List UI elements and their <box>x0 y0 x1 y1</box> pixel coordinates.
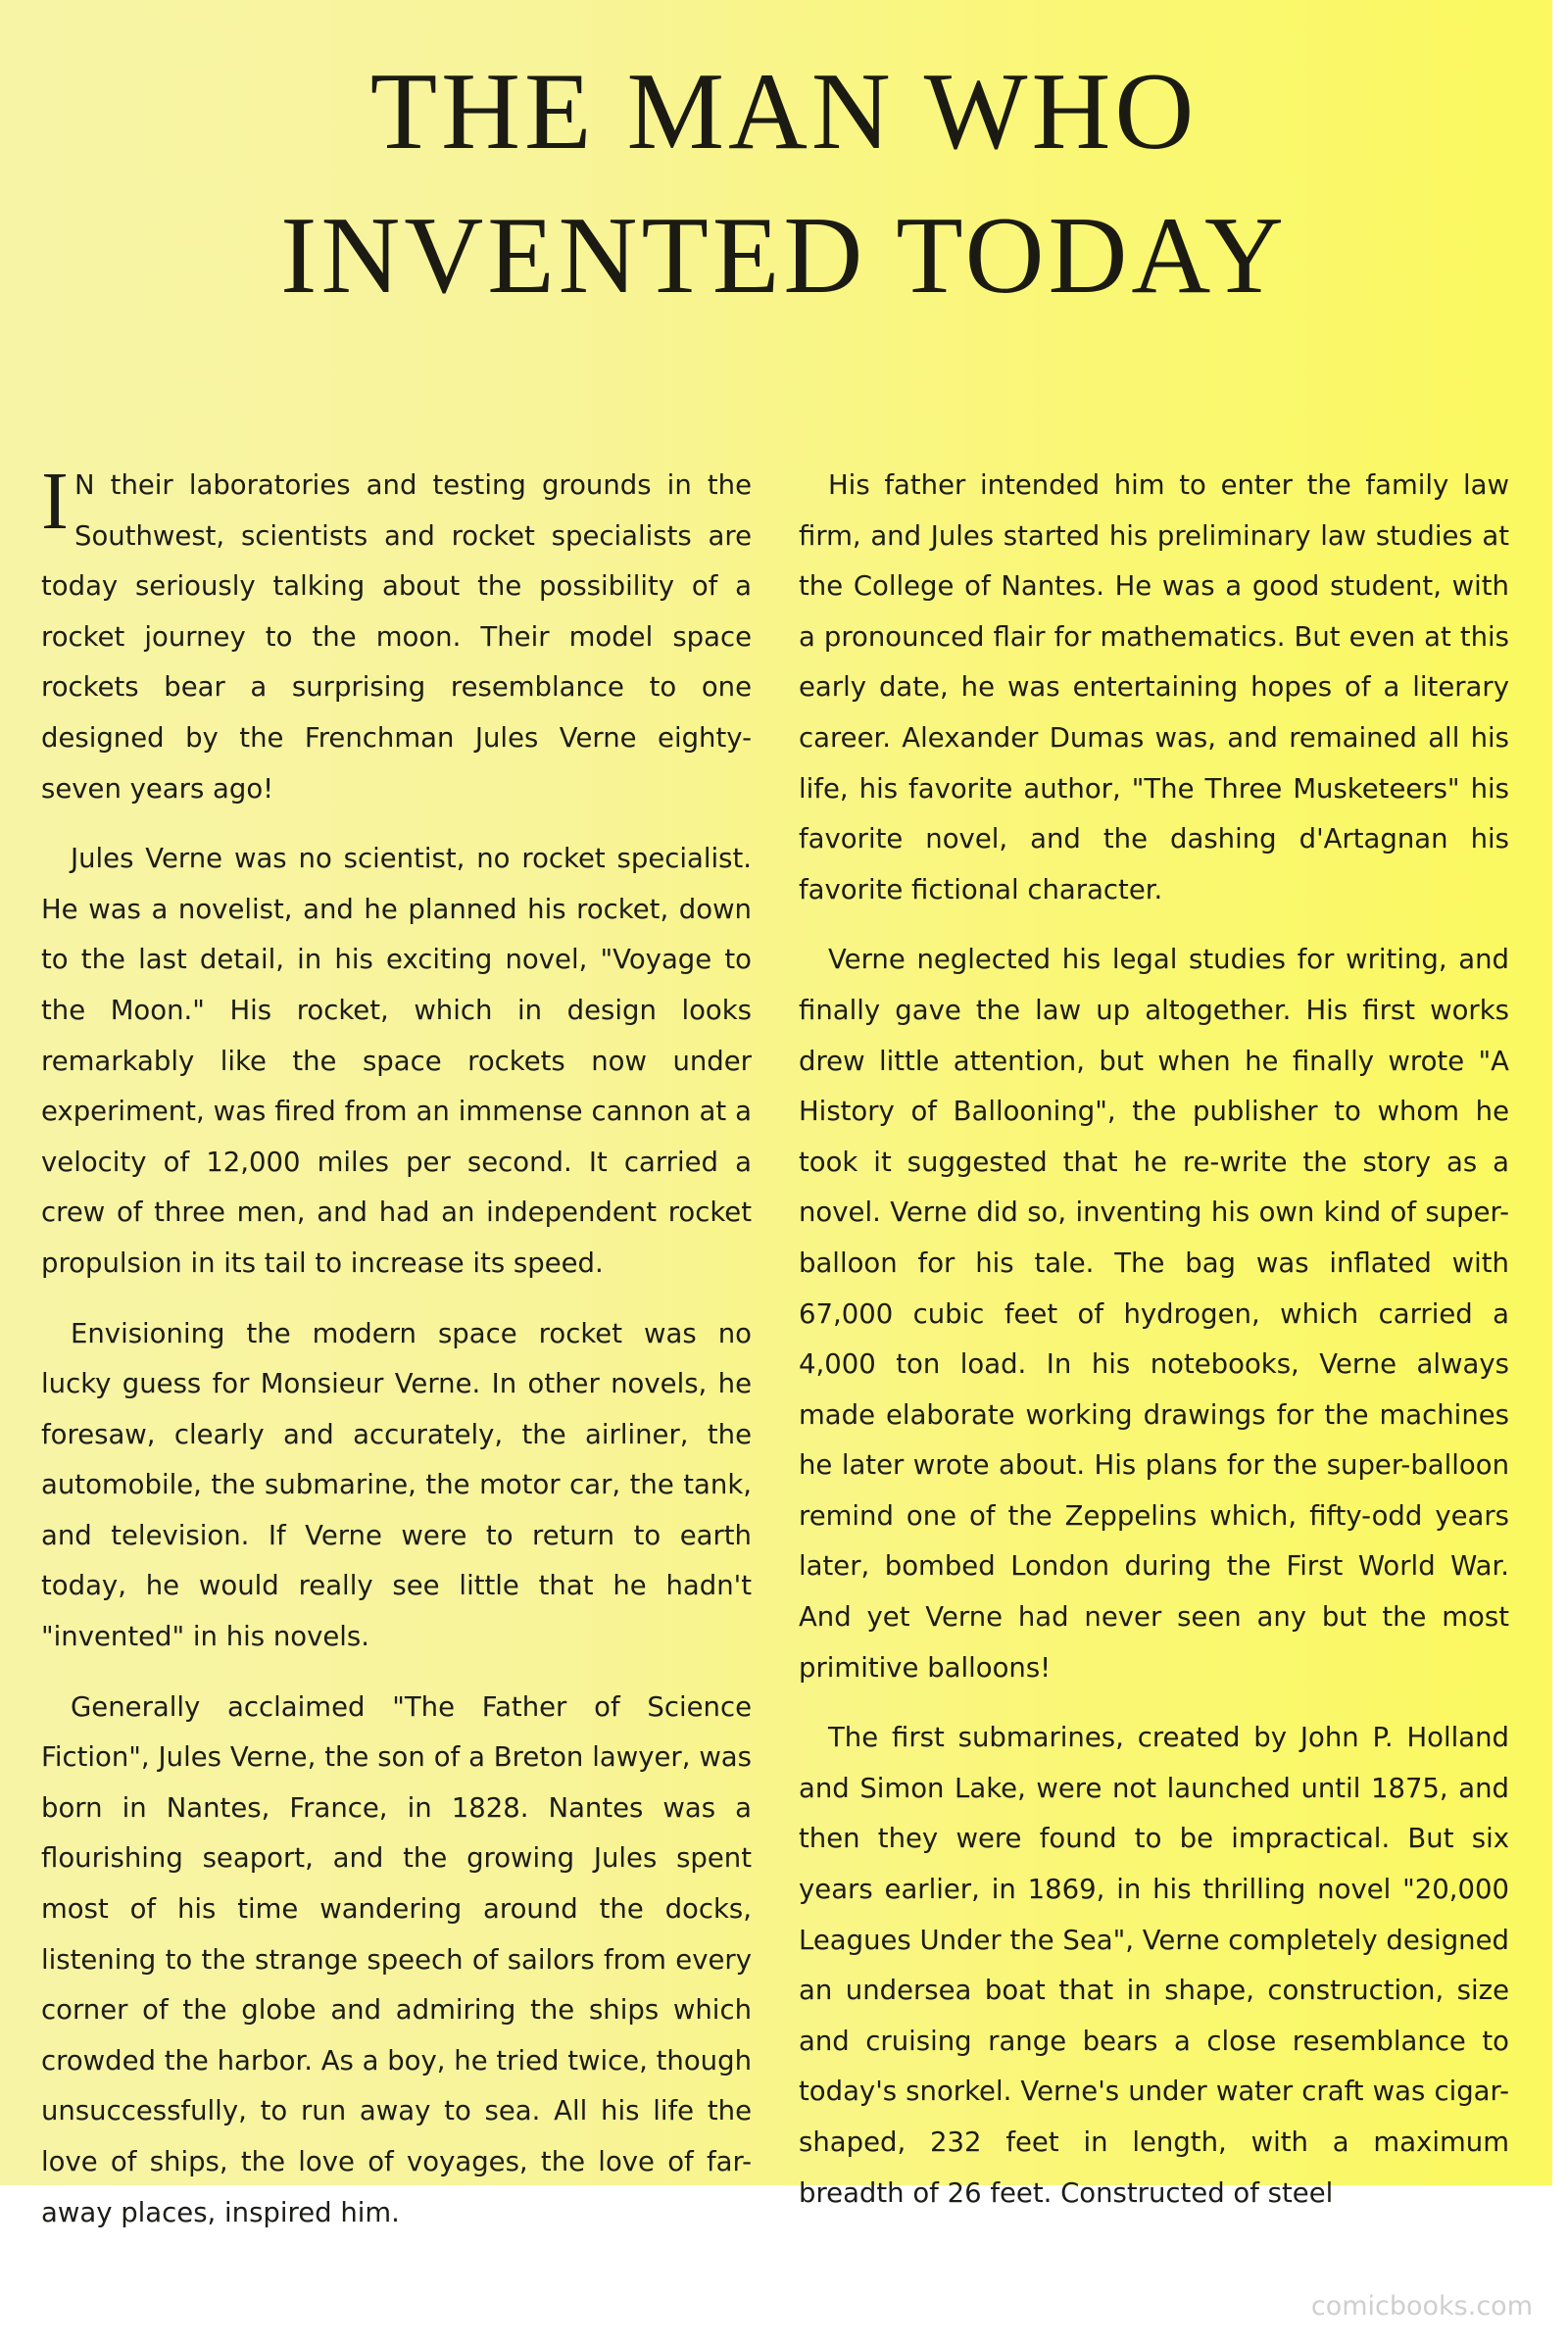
paragraph: Jules Verne was no scientist, no rocket specialist. He was a novelist, and he planned his rocket, down to the last detail, in his exciting novel, "Voyage to the Moon." His rocket, which in design looks remarkably like the space rockets now under experiment, was fired from an immense cannon at a velocity of 12,000 miles per second. It carried a crew of three men, and had an independent rocket propulsion in its tail to increase its speed. <box>41 843 752 1279</box>
paragraph: His father intended him to enter the family law firm, and Jules started his preliminary law studies at the College of Nantes. He was a good student, with a pronounced flair for mathematics. But even at this early date, he was entertaining hopes of a literary career. Alexander Dumas was, and remained all his life, his favorite author, "The Three Musketeers" his favorite novel, and the dashing d'Artagnan his favorite fictional character. <box>799 469 1509 905</box>
paragraph <box>41 456 752 814</box>
watermark: comicbooks.com <box>1310 2291 1533 2322</box>
paragraph: The first submarines, created by John P. Holland and Simon Lake, were not launched until 1875, and then they were found to be impractical. But six years earlier, in 1869, in his thrilling novel "20,000 Leagues Under the Sea", Verne completely designed an undersea boat that in shape, construction, size and cruising range bears a close resemblance to today's snorkel. Verne's under water craft was cigar-shaped, 232 feet in length, with a maximum breadth of 26 feet. Constructed of steel <box>799 1722 1509 2209</box>
left-column <box>41 456 752 2258</box>
paragraph: Verne neglected his legal studies for writing, and finally gave the law up altogether. His first works drew little attention, but when he finally wrote "A History of Ballooning", the publisher to whom he took it suggested that he re-write the story as a novel. Verne did so, inventing his own kind of super-balloon for his tale. The bag was inflated with 67,000 cubic feet of hydrogen, which carried a 4,000 ton load. In his notebooks, Verne always made elaborate working drawings for the machines he later wrote about. His plans for the super-balloon remind one of the Zeppelins which, fifty-odd years later, bombed London during the First World War. And yet Verne had never seen any but the most primitive balloons! <box>799 944 1509 1684</box>
paragraph: Generally acclaimed "The Father of Science Fiction", Jules Verne, the son of a Breton lawyer, was born in Nantes, France, in 1828. Nantes was a flourishing seaport, and the growing Jules spent most of his time wandering around the docks, listening to the strange speech of sailors from every corner of the globe and admiring the ships which crowded the harbor. As a boy, he tried twice, though unsuccessfully, to run away to sea. All his life the love of ships, the love of voyages, the love of far-away places, inspired him. <box>41 1690 752 2228</box>
drop-cap: I <box>41 456 69 547</box>
page-title-line-2: INVENTED TODAY <box>280 195 1288 317</box>
paragraph-text: N their laboratories and testing grounds in the Southwest, scientists and rocket specialists are today seriously talking about the possibility of a rocket journey to the moon. Their model space rockets bear a surprising resemblance to one designed by the Frenchman Jules Verne eighty-seven years ago! <box>41 469 752 805</box>
page-title-line-1: THE MAN WHO <box>369 51 1199 172</box>
right-column <box>799 461 1509 2238</box>
paragraph: Envisioning the modern space rocket was no lucky guess for Monsieur Verne. In other novels, he foresaw, clearly and accurately, the airliner, the automobile, the submarine, the motor car, the tank, and television. If Verne were to return to earth today, he would really see little that he hadn't "invented" in his novels. <box>41 1317 752 1653</box>
